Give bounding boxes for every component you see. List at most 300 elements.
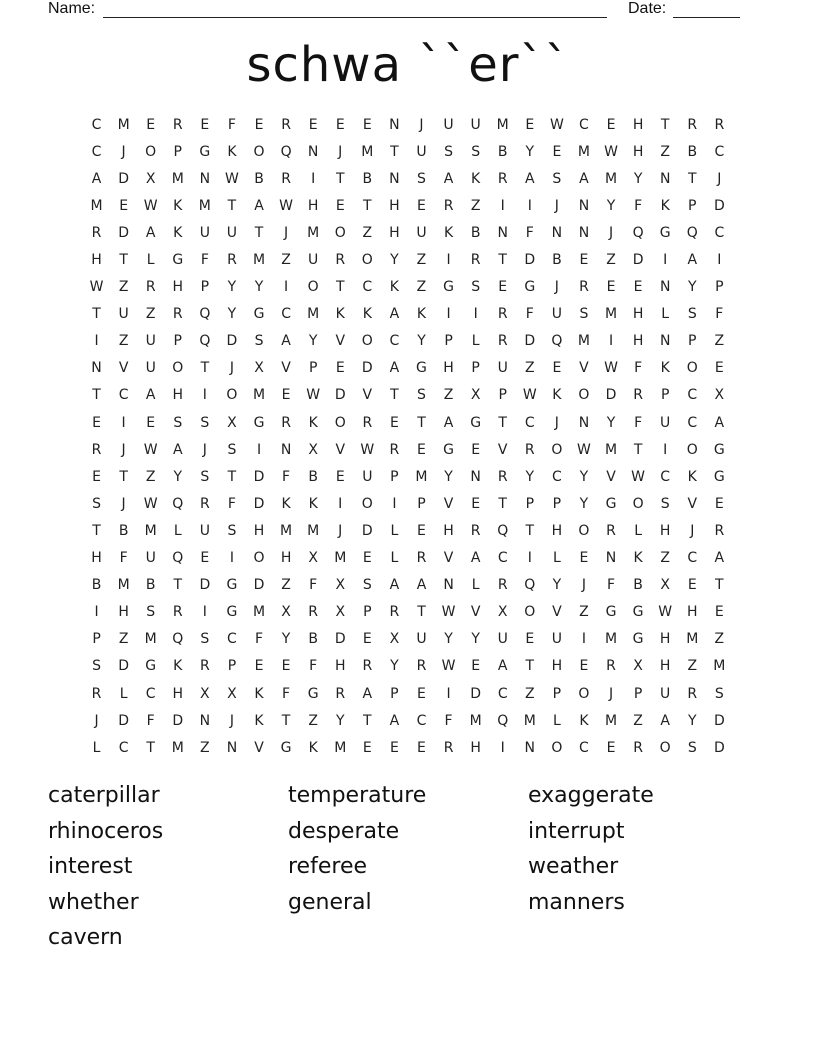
grid-letter: B bbox=[91, 577, 102, 594]
grid-letter: W bbox=[549, 116, 564, 133]
grid-letter: M bbox=[361, 143, 374, 160]
grid-letter: O bbox=[253, 143, 265, 160]
grid-letter: S bbox=[660, 495, 670, 512]
grid-letter: I bbox=[527, 197, 532, 214]
grid-letter: V bbox=[254, 739, 264, 756]
grid-letter: M bbox=[117, 577, 130, 594]
grid-letter: J bbox=[121, 441, 126, 458]
grid-letter: F bbox=[309, 658, 318, 675]
grid-letter: Y bbox=[254, 279, 264, 296]
grid-letter: N bbox=[307, 143, 319, 160]
grid-letter: T bbox=[525, 658, 535, 675]
grid-letter: D bbox=[361, 360, 373, 377]
grid-letter: N bbox=[605, 550, 617, 567]
grid-letter: R bbox=[497, 170, 508, 187]
grid-letter: Y bbox=[579, 468, 589, 485]
grid-letter: M bbox=[171, 170, 184, 187]
grid-letter: M bbox=[252, 604, 266, 621]
grid-letter: Y bbox=[552, 577, 562, 594]
grid-letter: E bbox=[417, 739, 426, 756]
grid-letter: X bbox=[254, 360, 264, 377]
grid-letter: V bbox=[443, 550, 454, 567]
grid-letter: M bbox=[90, 197, 103, 214]
grid-letter: Z bbox=[308, 712, 318, 729]
grid-letter: U bbox=[362, 468, 373, 485]
grid-letter: A bbox=[714, 414, 725, 431]
grid-letter: M bbox=[604, 631, 618, 648]
grid-letter: W bbox=[658, 604, 673, 621]
grid-letter: U bbox=[145, 360, 156, 377]
grid-letter: O bbox=[524, 604, 536, 621]
grid-letter: J bbox=[202, 441, 207, 458]
grid-letter: Y bbox=[471, 631, 480, 648]
grid-letter: T bbox=[715, 577, 724, 594]
grid-letter: A bbox=[389, 306, 400, 323]
grid-row bbox=[83, 490, 733, 517]
grid-letter: T bbox=[281, 712, 291, 729]
grid-letter: P bbox=[633, 685, 643, 702]
grid-row bbox=[83, 653, 733, 680]
grid-letter: R bbox=[416, 550, 427, 567]
grid-letter: E bbox=[335, 360, 345, 377]
grid-letter: N bbox=[91, 360, 102, 377]
grid-letter: M bbox=[307, 306, 320, 323]
grid-letter: W bbox=[522, 387, 537, 404]
grid-letter: P bbox=[390, 468, 399, 485]
grid-letter: D bbox=[470, 685, 482, 702]
grid-letter: S bbox=[362, 577, 372, 594]
grid-letter: A bbox=[687, 252, 698, 269]
grid-letter: R bbox=[281, 116, 291, 133]
grid-letter: H bbox=[172, 279, 184, 296]
grid-letter: C bbox=[389, 333, 400, 350]
word-list-item: general bbox=[288, 889, 372, 915]
grid-letter: Z bbox=[714, 333, 725, 350]
grid-letter: T bbox=[390, 387, 399, 404]
grid-letter: R bbox=[524, 441, 535, 458]
word-list-item: manners bbox=[528, 889, 625, 915]
grid-letter: R bbox=[606, 522, 616, 539]
grid-letter: T bbox=[498, 495, 507, 512]
grid-letter: C bbox=[579, 739, 589, 756]
grid-letter: I bbox=[473, 306, 478, 323]
grid-letter: K bbox=[389, 279, 399, 296]
grid-letter: Z bbox=[606, 252, 616, 269]
grid-letter: I bbox=[581, 631, 587, 648]
grid-letter: E bbox=[335, 197, 345, 214]
grid-letter: S bbox=[579, 306, 589, 323]
grid-letter: A bbox=[660, 712, 670, 729]
grid-letter: U bbox=[416, 224, 427, 241]
grid-letter: Y bbox=[606, 414, 616, 431]
grid-letter: R bbox=[281, 170, 291, 187]
grid-letter: P bbox=[92, 631, 101, 648]
grid-letter: I bbox=[311, 170, 316, 187]
grid-letter: W bbox=[279, 197, 293, 214]
grid-letter: F bbox=[525, 306, 534, 323]
grid-letter: Y bbox=[308, 333, 318, 350]
grid-letter: N bbox=[578, 197, 590, 214]
grid-letter: K bbox=[579, 712, 589, 729]
grid-letter: T bbox=[227, 468, 237, 485]
grid-letter: E bbox=[417, 685, 426, 702]
grid-letter: N bbox=[389, 116, 400, 133]
grid-letter: C bbox=[281, 306, 291, 323]
grid-letter: Z bbox=[362, 224, 373, 241]
grid-letter: E bbox=[687, 577, 697, 594]
grid-letter: P bbox=[308, 360, 318, 377]
grid-letter: C bbox=[416, 712, 427, 729]
grid-letter: C bbox=[687, 387, 698, 404]
grid-letter: U bbox=[551, 631, 562, 648]
grid-letter: P bbox=[200, 279, 210, 296]
grid-letter: R bbox=[579, 279, 589, 296]
grid-letter: H bbox=[172, 685, 184, 702]
grid-letter: O bbox=[361, 252, 373, 269]
word-list-item: desperate bbox=[288, 818, 400, 844]
grid-letter: W bbox=[306, 387, 321, 404]
grid-letter: A bbox=[714, 550, 725, 567]
grid-row bbox=[83, 463, 733, 490]
grid-letter: D bbox=[524, 333, 536, 350]
grid-letter: R bbox=[606, 658, 616, 675]
grid-letter: A bbox=[389, 360, 400, 377]
grid-letter: X bbox=[660, 577, 670, 594]
grid-letter: P bbox=[363, 604, 372, 621]
grid-letter: N bbox=[389, 170, 400, 187]
grid-letter: R bbox=[199, 658, 210, 675]
grid-letter: E bbox=[308, 116, 318, 133]
grid-letter: V bbox=[687, 495, 698, 512]
grid-letter: B bbox=[118, 522, 129, 539]
word-search-grid bbox=[83, 111, 733, 761]
grid-letter: R bbox=[497, 333, 508, 350]
grid-letter: C bbox=[687, 550, 698, 567]
grid-letter: X bbox=[335, 577, 346, 594]
grid-letter: H bbox=[389, 197, 400, 214]
grid-letter: P bbox=[688, 333, 697, 350]
grid-letter: Z bbox=[145, 468, 156, 485]
grid-letter: O bbox=[226, 387, 238, 404]
grid-letter: G bbox=[253, 414, 265, 431]
grid-letter: R bbox=[687, 685, 698, 702]
grid-letter: V bbox=[118, 360, 129, 377]
grid-letter: K bbox=[254, 685, 264, 702]
grid-letter: Z bbox=[660, 143, 670, 160]
grid-letter: X bbox=[281, 604, 291, 621]
grid-letter: K bbox=[173, 197, 183, 214]
grid-letter: R bbox=[199, 495, 210, 512]
grid-letter: O bbox=[578, 685, 590, 702]
grid-letter: N bbox=[497, 224, 508, 241]
grid-letter: Q bbox=[524, 577, 536, 594]
grid-letter: H bbox=[334, 658, 346, 675]
word-list-item: exaggerate bbox=[528, 783, 654, 808]
grid-letter: M bbox=[577, 143, 590, 160]
grid-letter: M bbox=[604, 170, 618, 187]
grid-letter: P bbox=[227, 658, 237, 675]
grid-letter: J bbox=[419, 116, 424, 133]
grid-letter: C bbox=[660, 468, 671, 485]
grid-letter: H bbox=[389, 224, 400, 241]
grid-letter: E bbox=[417, 522, 426, 539]
grid-letter: W bbox=[89, 279, 104, 296]
grid-letter: M bbox=[334, 550, 347, 567]
grid-letter: B bbox=[687, 143, 698, 160]
grid-letter: A bbox=[470, 550, 481, 567]
grid-letter: T bbox=[417, 604, 426, 621]
grid-letter: F bbox=[309, 577, 318, 594]
grid-letter: C bbox=[714, 224, 725, 241]
grid-letter: H bbox=[686, 604, 698, 621]
grid-row bbox=[83, 409, 733, 436]
grid-letter: U bbox=[660, 414, 671, 431]
grid-letter: U bbox=[199, 522, 210, 539]
grid-letter: Z bbox=[660, 550, 670, 567]
word-list-item: weather bbox=[528, 854, 619, 879]
grid-letter: R bbox=[633, 387, 643, 404]
grid-letter: E bbox=[714, 360, 724, 377]
grid-letter: K bbox=[173, 658, 183, 675]
grid-letter: I bbox=[392, 495, 397, 512]
grid-letter: B bbox=[633, 577, 643, 594]
grid-letter: E bbox=[362, 739, 372, 756]
grid-letter: R bbox=[227, 252, 237, 269]
grid-letter: R bbox=[714, 116, 725, 133]
grid-letter: O bbox=[361, 333, 373, 350]
grid-letter: O bbox=[361, 495, 373, 512]
grid-letter: S bbox=[200, 631, 210, 648]
grid-letter: N bbox=[524, 739, 536, 756]
grid-letter: E bbox=[200, 550, 210, 567]
grid-letter: C bbox=[91, 116, 102, 133]
word-list-item: referee bbox=[288, 854, 368, 879]
grid-letter: G bbox=[632, 631, 644, 648]
grid-letter: I bbox=[663, 441, 668, 458]
grid-letter: X bbox=[308, 441, 318, 458]
grid-letter: A bbox=[416, 577, 427, 594]
grid-letter: G bbox=[199, 143, 211, 160]
grid-letter: I bbox=[256, 441, 262, 458]
grid-letter: K bbox=[443, 224, 454, 241]
grid-letter: U bbox=[145, 550, 156, 567]
grid-letter: U bbox=[118, 306, 129, 323]
grid-letter: G bbox=[713, 468, 725, 485]
grid-letter: I bbox=[338, 495, 343, 512]
grid-row bbox=[83, 274, 733, 301]
grid-letter: R bbox=[714, 522, 725, 539]
grid-letter: H bbox=[443, 522, 454, 539]
grid-letter: C bbox=[118, 387, 129, 404]
grid-letter: S bbox=[444, 143, 453, 160]
grid-letter: W bbox=[143, 441, 158, 458]
grid-letter: U bbox=[660, 685, 671, 702]
grid-letter: M bbox=[280, 522, 293, 539]
grid-letter: H bbox=[91, 252, 102, 269]
grid-letter: Y bbox=[633, 170, 643, 187]
grid-letter: R bbox=[91, 685, 102, 702]
grid-letter: A bbox=[254, 197, 264, 214]
grid-letter: Z bbox=[443, 387, 454, 404]
grid-letter: Y bbox=[417, 333, 426, 350]
grid-letter: N bbox=[199, 170, 211, 187]
grid-letter: R bbox=[470, 252, 481, 269]
grid-letter: Y bbox=[687, 712, 697, 729]
grid-letter: M bbox=[604, 441, 618, 458]
grid-letter: R bbox=[335, 252, 346, 269]
grid-letter: T bbox=[363, 712, 372, 729]
grid-letter: L bbox=[119, 685, 128, 702]
grid-letter: G bbox=[659, 224, 671, 241]
grid-letter: X bbox=[335, 604, 346, 621]
name-label: Name: bbox=[48, 0, 96, 17]
grid-letter: S bbox=[552, 170, 562, 187]
grid-letter: K bbox=[362, 306, 372, 323]
grid-letter: J bbox=[554, 279, 559, 296]
grid-letter: X bbox=[227, 685, 237, 702]
grid-letter: F bbox=[634, 197, 643, 214]
grid-letter: C bbox=[227, 631, 237, 648]
date-label: Date: bbox=[628, 0, 667, 17]
grid-letter: J bbox=[338, 522, 343, 539]
grid-letter: E bbox=[471, 441, 481, 458]
grid-letter: Q bbox=[497, 712, 509, 729]
grid-letter: F bbox=[119, 550, 128, 567]
grid-letter: A bbox=[172, 441, 183, 458]
grid-letter: E bbox=[281, 658, 291, 675]
grid-letter: T bbox=[335, 170, 345, 187]
grid-letter: P bbox=[715, 279, 724, 296]
grid-letter: C bbox=[145, 685, 156, 702]
grid-letter: Z bbox=[687, 658, 698, 675]
grid-letter: E bbox=[389, 739, 399, 756]
grid-letter: I bbox=[229, 550, 234, 567]
grid-letter: T bbox=[633, 441, 643, 458]
grid-letter: K bbox=[281, 495, 291, 512]
grid-letter: K bbox=[254, 712, 264, 729]
grid-letter: T bbox=[254, 224, 264, 241]
grid-letter: G bbox=[307, 685, 319, 702]
grid-letter: R bbox=[145, 279, 156, 296]
grid-letter: C bbox=[524, 414, 535, 431]
grid-letter: V bbox=[335, 441, 346, 458]
grid-letter: G bbox=[416, 360, 427, 377]
grid-letter: M bbox=[144, 631, 157, 648]
header bbox=[0, 0, 816, 20]
grid-letter: E bbox=[119, 197, 129, 214]
grid-letter: J bbox=[121, 495, 126, 512]
grid-letter: A bbox=[91, 170, 102, 187]
grid-letter: I bbox=[717, 252, 722, 269]
grid-letter: H bbox=[659, 522, 671, 539]
grid-letter: F bbox=[634, 414, 643, 431]
grid-letter: K bbox=[227, 143, 237, 160]
grid-letter: K bbox=[416, 306, 427, 323]
grid-letter: R bbox=[362, 658, 373, 675]
grid-row bbox=[83, 572, 733, 599]
grid-letter: S bbox=[227, 522, 237, 539]
grid-letter: K bbox=[660, 360, 670, 377]
grid-letter: D bbox=[118, 224, 129, 241]
grid-letter: D bbox=[253, 495, 265, 512]
grid-letter: U bbox=[443, 116, 454, 133]
grid-letter: V bbox=[362, 387, 373, 404]
grid-letter: N bbox=[443, 577, 454, 594]
grid-letter: G bbox=[470, 414, 482, 431]
grid-letter: Z bbox=[416, 252, 427, 269]
grid-letter: L bbox=[173, 522, 182, 539]
grid-letter: Q bbox=[280, 143, 292, 160]
grid-letter: C bbox=[362, 279, 373, 296]
grid-letter: C bbox=[497, 685, 508, 702]
grid-letter: L bbox=[552, 550, 561, 567]
grid-letter: F bbox=[282, 685, 291, 702]
grid-letter: U bbox=[226, 224, 238, 241]
grid-letter: O bbox=[686, 360, 698, 377]
grid-letter: H bbox=[632, 116, 644, 133]
grid-letter: Y bbox=[444, 631, 453, 648]
grid-letter: V bbox=[579, 360, 589, 377]
grid-letter: P bbox=[525, 495, 535, 512]
grid-letter: D bbox=[253, 468, 265, 485]
grid-letter: F bbox=[200, 252, 209, 269]
word-list bbox=[48, 778, 768, 956]
grid-letter: A bbox=[579, 170, 589, 187]
grid-letter: O bbox=[307, 279, 319, 296]
grid-letter: Y bbox=[227, 279, 237, 296]
word-list-item: interrupt bbox=[528, 818, 625, 844]
grid-letter: Z bbox=[579, 604, 589, 621]
grid-letter: H bbox=[118, 604, 129, 621]
grid-letter: N bbox=[280, 441, 292, 458]
grid-letter: T bbox=[417, 414, 426, 431]
grid-letter: I bbox=[527, 550, 532, 567]
grid-row bbox=[83, 165, 733, 192]
grid-letter: E bbox=[579, 252, 589, 269]
grid-letter: N bbox=[578, 224, 590, 241]
grid-letter: X bbox=[470, 387, 481, 404]
grid-letter: I bbox=[94, 333, 99, 350]
grid-letter: R bbox=[687, 116, 698, 133]
grid-letter: A bbox=[525, 170, 535, 187]
grid-row bbox=[83, 545, 733, 572]
grid-letter: E bbox=[254, 658, 264, 675]
grid-letter: Q bbox=[172, 631, 184, 648]
grid-letter: M bbox=[252, 252, 266, 269]
grid-letter: M bbox=[171, 739, 184, 756]
grid-letter: S bbox=[92, 495, 101, 512]
grid-letter: R bbox=[497, 577, 508, 594]
grid-letter: G bbox=[443, 441, 454, 458]
word-list-item: interest bbox=[48, 854, 133, 879]
grid-letter: O bbox=[145, 143, 157, 160]
grid-letter: U bbox=[308, 252, 319, 269]
grid-letter: T bbox=[498, 414, 507, 431]
grid-letter: E bbox=[471, 658, 481, 675]
grid-letter: T bbox=[119, 252, 128, 269]
grid-letter: O bbox=[551, 441, 563, 458]
grid-letter: Y bbox=[525, 143, 535, 160]
grid-letter: D bbox=[226, 333, 238, 350]
grid-letter: B bbox=[497, 143, 508, 160]
word-list-item: rhinoceros bbox=[48, 818, 164, 844]
grid-letter: C bbox=[118, 739, 129, 756]
grid-letter: R bbox=[308, 604, 319, 621]
grid-letter: R bbox=[443, 197, 454, 214]
grid-letter: O bbox=[578, 387, 590, 404]
grid-letter: L bbox=[390, 550, 399, 567]
grid-letter: K bbox=[308, 739, 318, 756]
